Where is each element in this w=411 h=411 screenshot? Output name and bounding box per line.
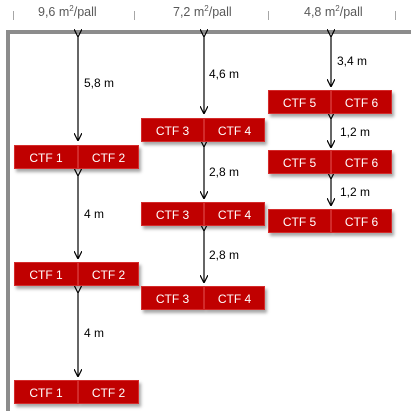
pallet-ctf3: CTF 3 — [141, 286, 204, 310]
pallet-ctf4: CTF 4 — [204, 202, 265, 226]
pallet-ctf2: CTF 2 — [78, 380, 139, 404]
header-col-1-value: 9,6 m — [38, 5, 70, 20]
pallet-ctf3: CTF 3 — [141, 202, 204, 226]
pallet-ctf4: CTF 4 — [204, 286, 265, 310]
gap-label: 1,2 m — [340, 185, 371, 199]
gap-label: 2,8 m — [209, 165, 240, 179]
pallet-ctf1: CTF 1 — [14, 145, 78, 169]
pallet-ctf6: CTF 6 — [331, 90, 392, 114]
pallet-ctf5: CTF 5 — [268, 209, 331, 233]
gap-label: 1,2 m — [340, 125, 371, 139]
gap-label: 3,4 m — [337, 54, 368, 68]
pallet-ctf6: CTF 6 — [331, 150, 392, 174]
pallet-ctf3: CTF 3 — [141, 118, 204, 142]
pallet-ctf2: CTF 2 — [78, 145, 139, 169]
header-col-2-sup: 2 — [204, 4, 209, 13]
header-col-3-sup: 2 — [335, 4, 340, 13]
header-col-3-value: 4,8 m — [304, 5, 336, 20]
pallet-ctf4: CTF 4 — [204, 118, 265, 142]
pallet-ctf2: CTF 2 — [78, 262, 139, 286]
pallet-ctf1: CTF 1 — [14, 380, 78, 404]
pallet-ctf5: CTF 5 — [268, 90, 331, 114]
header-col-2-value: 7,2 m — [173, 5, 205, 20]
gap-label: 4 m — [84, 207, 105, 221]
header-col-2-suffix: /pall — [208, 5, 232, 20]
header-col-3-suffix: /pall — [339, 5, 363, 20]
gap-label: 4 m — [84, 326, 105, 340]
gap-label: 5,8 m — [84, 76, 115, 90]
gap-label: 2,8 m — [209, 248, 240, 262]
pallet-ctf1: CTF 1 — [14, 262, 78, 286]
gap-label: 4,6 m — [209, 67, 240, 81]
header-col-1-suffix: /pall — [73, 5, 97, 20]
header-col-1-sup: 2 — [69, 4, 74, 13]
pallet-ctf5: CTF 5 — [268, 150, 331, 174]
pallet-ctf6: CTF 6 — [331, 209, 392, 233]
